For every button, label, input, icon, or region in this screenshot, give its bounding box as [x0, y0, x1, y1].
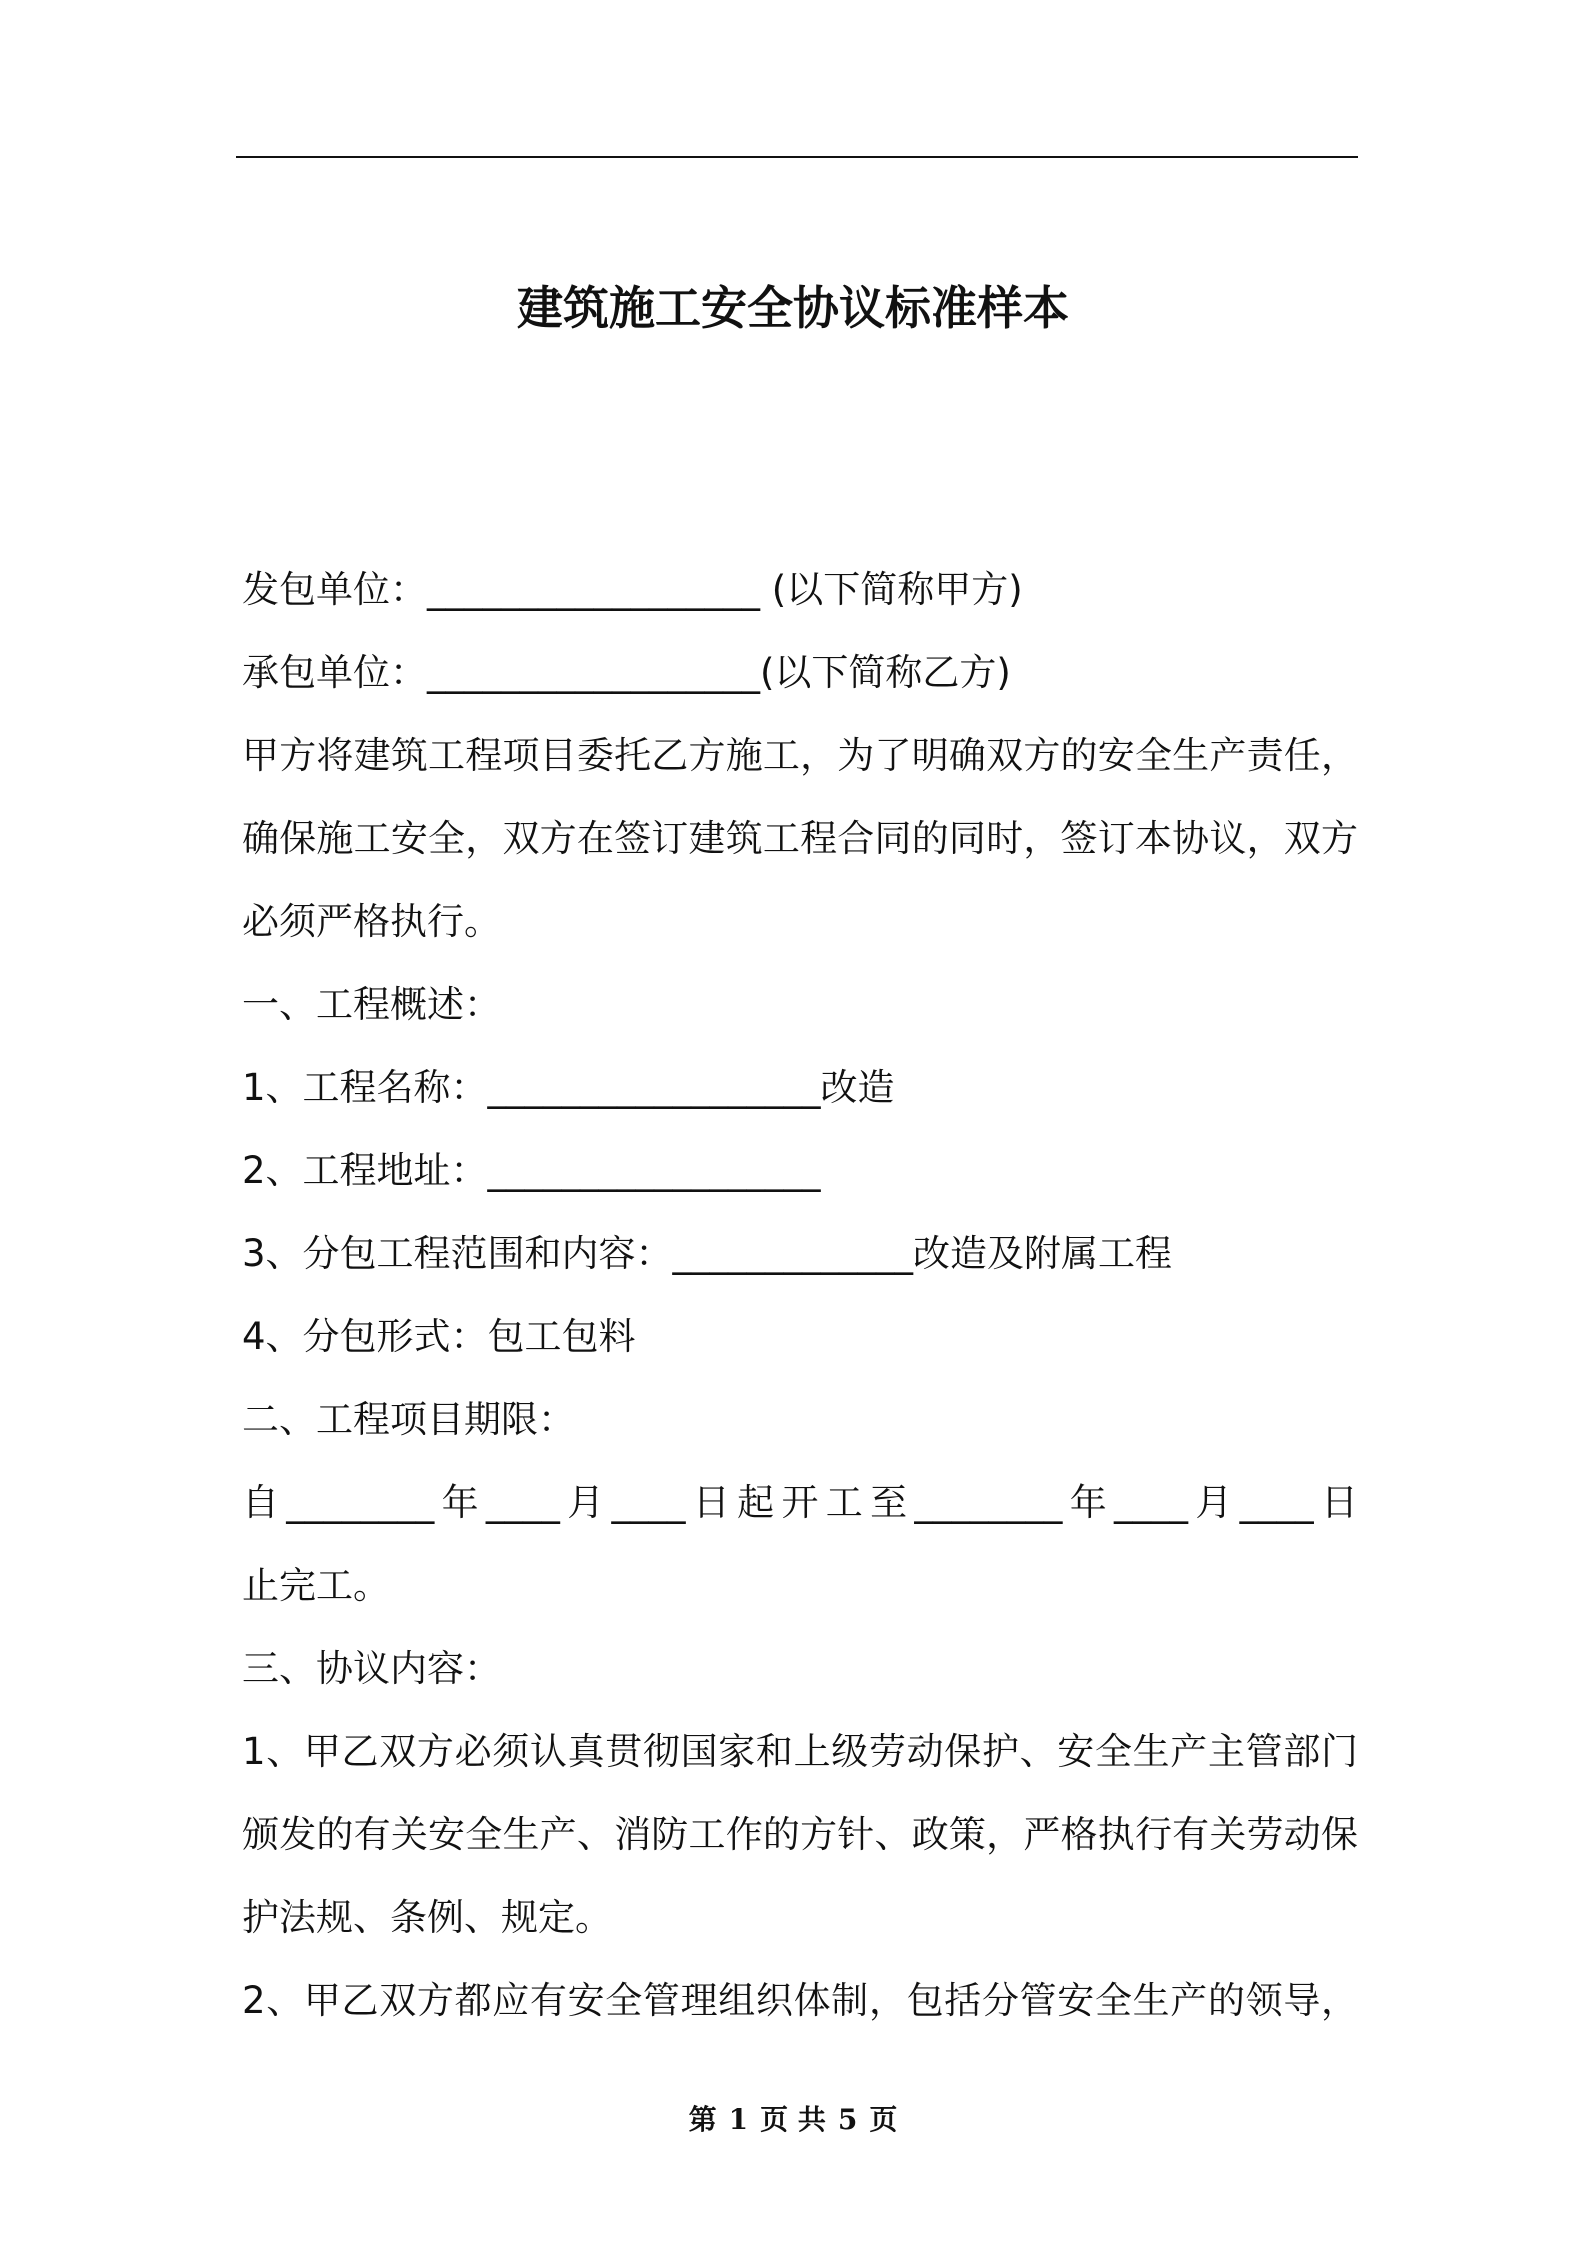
- footer-page-number: 1: [728, 2103, 749, 2136]
- paragraph-line: 甲方将建筑工程项目委托乙方施工，为了明确双方的安全生产责任，: [242, 734, 1358, 777]
- list-item: 1、工程名称：__________________改造: [242, 1066, 895, 1109]
- list-item: 2、工程地址：__________________: [242, 1149, 821, 1192]
- footer-prefix: 第: [688, 2103, 717, 2136]
- period-line: 止完工。: [242, 1564, 390, 1607]
- period-line: 自________年____月____日起开工至________年____月____日: [242, 1481, 1358, 1524]
- contract-party-a-line: 发包单位：__________________ (以下简称甲方): [242, 568, 1023, 611]
- document-body: [242, 548, 1358, 2042]
- header-rule: [236, 156, 1358, 158]
- list-item: 3、分包工程范围和内容：_____________改造及附属工程: [242, 1232, 1173, 1275]
- paragraph-line: 2、甲乙双方都应有安全管理组织体制，包括分管安全生产的领导，: [242, 1979, 1358, 2022]
- paragraph-line: 确保施工安全，双方在签订建筑工程合同的同时，签订本协议，双方: [242, 817, 1358, 860]
- footer-total-pages: 5: [837, 2103, 858, 2136]
- footer-middle: 页 共: [760, 2103, 826, 2136]
- section-heading: 三、协议内容：: [242, 1647, 501, 1690]
- paragraph-line: 颁发的有关安全生产、消防工作的方针、政策，严格执行有关劳动保: [242, 1813, 1358, 1856]
- paragraph-line: 1、甲乙双方必须认真贯彻国家和上级劳动保护、安全生产主管部门: [242, 1730, 1358, 1773]
- section-heading: 二、工程项目期限：: [242, 1398, 575, 1441]
- paragraph-line: 护法规、条例、规定。: [242, 1896, 612, 1939]
- footer-suffix: 页: [869, 2103, 898, 2136]
- paragraph-line: 必须严格执行。: [242, 900, 501, 943]
- contract-party-b-line: 承包单位：__________________(以下简称乙方): [242, 651, 1011, 694]
- page-footer: [0, 2098, 1586, 2138]
- list-item: 4、分包形式：包工包料: [242, 1315, 636, 1358]
- section-heading: 一、工程概述：: [242, 983, 501, 1026]
- document-title: 建筑施工安全协议标准样本: [517, 281, 1069, 335]
